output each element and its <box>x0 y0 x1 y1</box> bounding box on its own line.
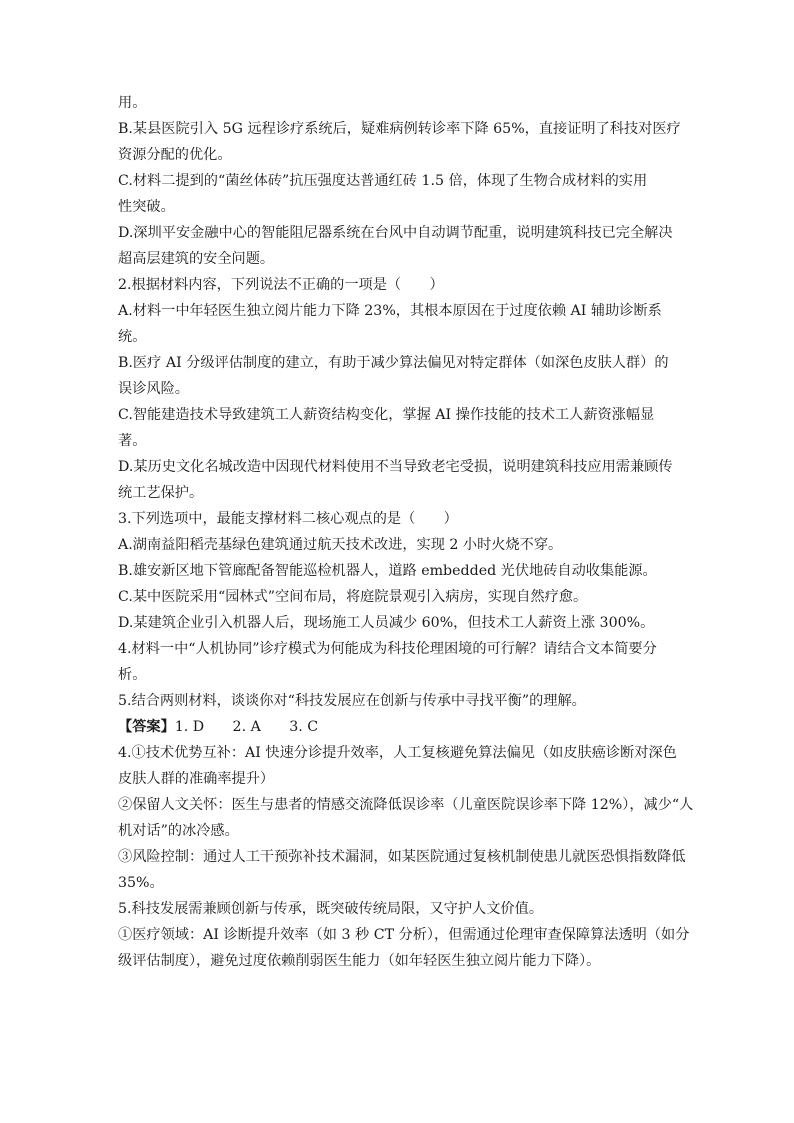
option-d-line: D.深圳平安金融中心的智能阻尼器系统在台风中自动调节配重，说明建筑科技已完全解决 <box>118 225 673 241</box>
answer-text-line: 4.①技术优势互补：AI 快速分诊提升效率，人工复核避免算法偏见（如皮肤癌诊断对深色 <box>118 745 677 761</box>
text-line: 用。 <box>118 95 147 111</box>
answer-text-line: 机对话”的冰冷感。 <box>118 823 239 839</box>
text-line: 超高层建筑的安全问题。 <box>118 251 275 267</box>
option-b-line: B.雄安新区地下管廊配备智能巡检机器人，道路 embedded 光伏地砖自动收集能源。 <box>118 563 657 579</box>
option-d-line: D.某历史文化名城改造中因现代材料使用不当导致老宅受损，说明建筑科技应用需兼顾传 <box>118 459 673 475</box>
option-c-line: C.某中医院采用“园林式”空间布局，将庭院景观引入病房，实现自然疗愈。 <box>118 589 588 605</box>
question-2: 2.根据材料内容，下列说法不正确的一项是（ ） <box>118 277 444 293</box>
answer-text-line: ②保留人文关怀：医生与患者的情感交流降低误诊率（儿童医院误诊率下降 12%），减少“人 <box>118 797 694 813</box>
text-line: 统工艺保护。 <box>118 485 204 501</box>
text-line: 资源分配的优化。 <box>118 147 232 163</box>
answer-text-line: 级评估制度），避免过度依赖削弱医生能力（如年轻医生独立阅片能力下降）。 <box>118 953 601 969</box>
answer-text-line: 皮肤人群的准确率提升） <box>118 771 275 787</box>
option-b-line: B.某县医院引入 5G 远程诊疗系统后，疑难病例转诊率下降 65%，直接证明了科技对医疗 <box>118 121 681 137</box>
text-line: 著。 <box>118 433 147 449</box>
answer-text-line: ③风险控制：通过人工干预弥补技术漏洞，如某医院通过复核机制使患儿就医恐惧指数降低 <box>118 849 686 865</box>
text-line: 误诊风险。 <box>118 381 189 397</box>
option-a-line: A.湖南益阳稻壳基绿色建筑通过航天技术改进，实现 2 小时火烧不穿。 <box>118 537 563 553</box>
text-line: 析。 <box>118 667 147 683</box>
question-4: 4.材料一中“人机协同”诊疗模式为何能成为科技伦理困境的可行解？请结合文本简要分 <box>118 641 657 657</box>
option-c-line: C.智能建造技术导致建筑工人薪资结构变化，掌握 AI 操作技能的技术工人薪资涨幅显 <box>118 407 655 423</box>
question-3: 3.下列选项中，最能支撑材料二核心观点的是（ ） <box>118 511 458 527</box>
option-c-line: C.材料二提到的“菌丝体砖”抗压强度达普通红砖 1.5 倍，体现了生物合成材料的实用 <box>118 173 648 189</box>
document-body <box>118 90 694 974</box>
answer-text-line: 5.科技发展需兼顾创新与传承，既突破传统局限，又守护人文价值。 <box>118 901 543 917</box>
answer-text: 1. D 2. A 3. C <box>174 719 319 735</box>
answer-line <box>118 714 678 740</box>
option-a-line: A.材料一中年轻医生独立阅片能力下降 23%，其根本原因在于过度依赖 AI 辅助诊断系 <box>118 303 662 319</box>
answer-text-line: ①医疗领域：AI 诊断提升效率（如 3 秒 CT 分析），但需通过伦理审查保障算法透明（如分 <box>118 927 690 943</box>
answer-label: 【答案】 <box>118 719 175 735</box>
question-5: 5.结合两则材料，谈谈你对“科技发展应在创新与传承中寻找平衡”的理解。 <box>118 693 586 709</box>
text-line: 性突破。 <box>118 199 175 215</box>
option-d-line: D.某建筑企业引入机器人后，现场施工人员减少 60%，但技术工人薪资上涨 300%。 <box>118 615 655 631</box>
answer-text-line: 35%。 <box>118 875 164 891</box>
option-b-line: B.医疗 AI 分级评估制度的建立，有助于减少算法偏见对特定群体（如深色皮肤人群）的 <box>118 355 669 371</box>
text-line: 统。 <box>118 329 147 345</box>
